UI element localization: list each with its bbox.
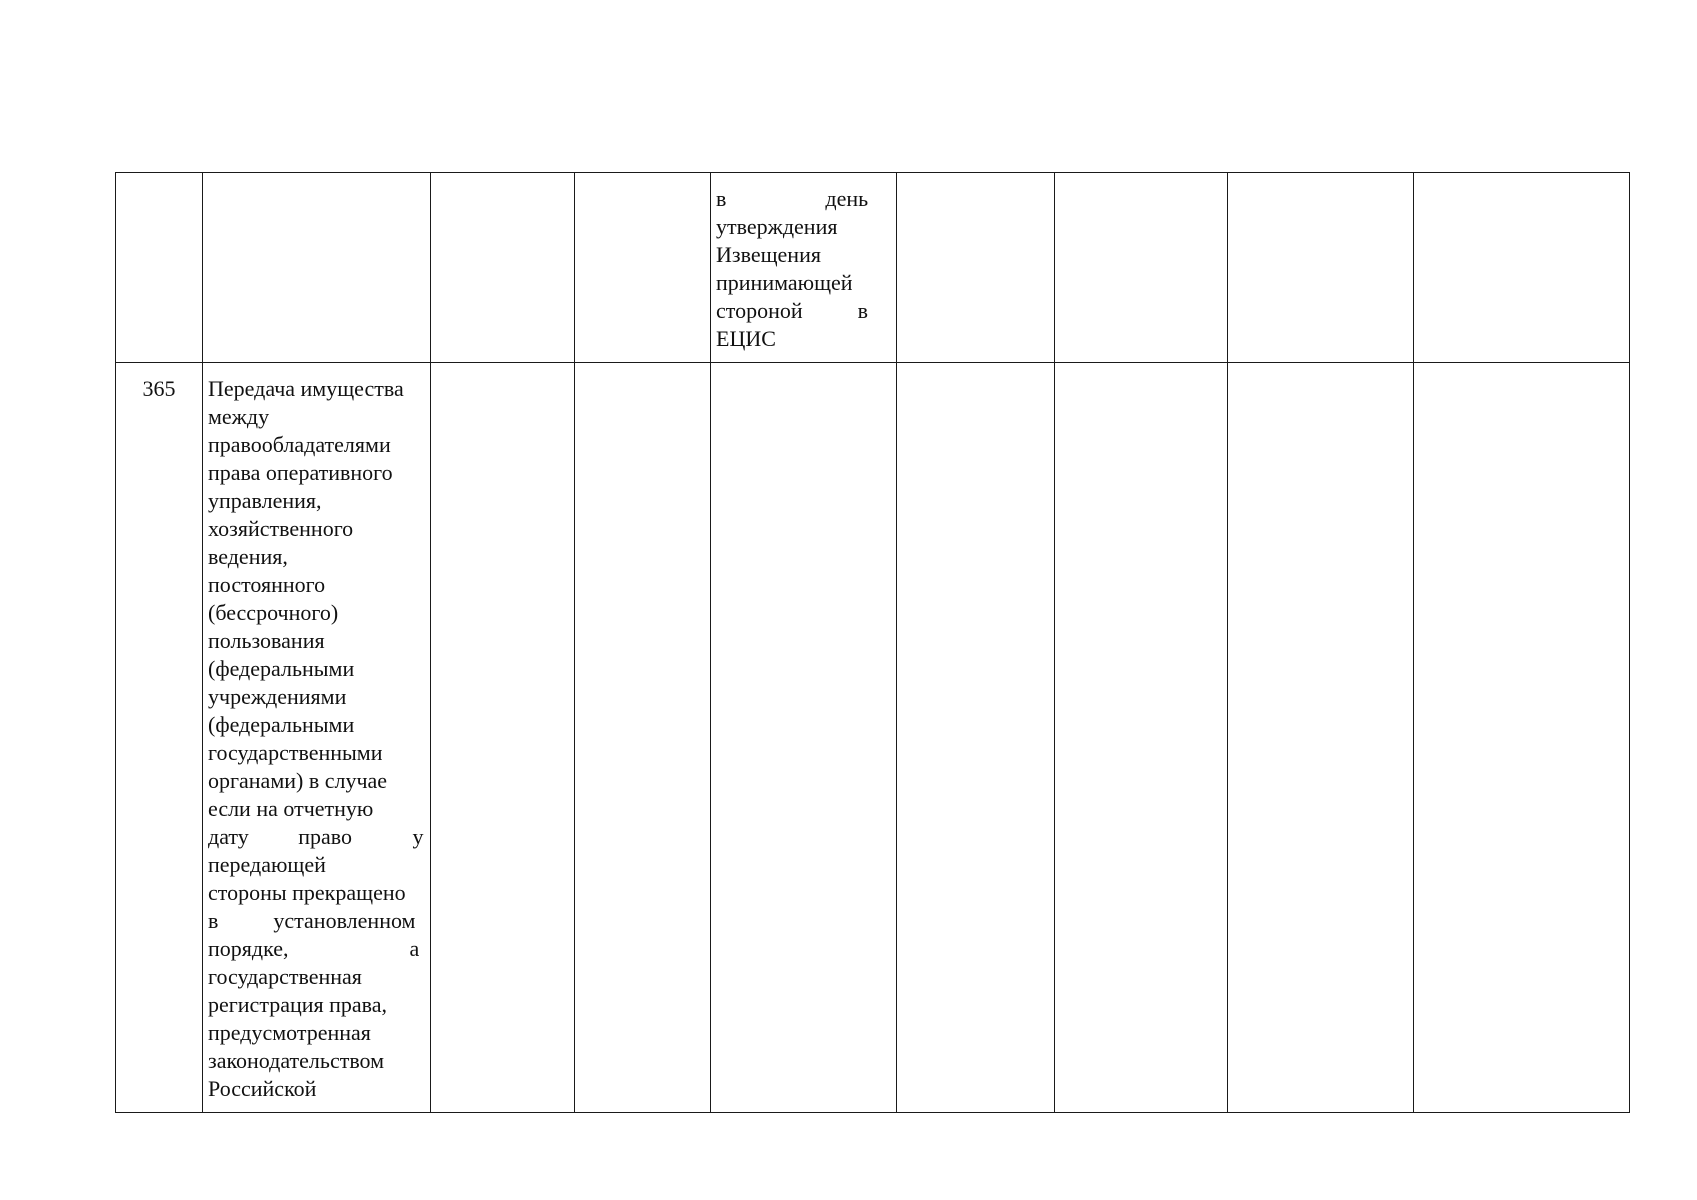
cell-col3 bbox=[431, 173, 575, 363]
cell-description bbox=[203, 173, 431, 363]
cell-col9 bbox=[1414, 363, 1630, 1113]
cell-col6 bbox=[897, 363, 1055, 1113]
cell-col7 bbox=[1055, 173, 1228, 363]
cell-col6 bbox=[897, 173, 1055, 363]
cell-col8 bbox=[1228, 173, 1414, 363]
cell-col3 bbox=[431, 363, 575, 1113]
table-row bbox=[116, 173, 1630, 363]
cell-col5 bbox=[711, 363, 897, 1113]
cell-col9 bbox=[1414, 173, 1630, 363]
cell-number bbox=[116, 173, 203, 363]
cell-col4 bbox=[575, 173, 711, 363]
row-number: 365 bbox=[116, 363, 203, 1113]
cell-col8 bbox=[1228, 363, 1414, 1113]
cell-col7 bbox=[1055, 363, 1228, 1113]
table-row bbox=[116, 363, 1630, 1113]
cell-col5-text: в день утверждения Извещения принимающей стороной в ЕЦИС bbox=[711, 173, 897, 363]
cell-col4 bbox=[575, 363, 711, 1113]
row-description: Передача имущества между правообладателями права оперативного управления, хозяйственного ведения, постоянного (бессрочного) пользования (федеральными учреждениями (федеральными государственными органами) в случае если на отчетную дату право у передающей стороны прекращено в установленном порядке, а государственная регистрация права, предусмотренная законодательством Российской bbox=[203, 363, 431, 1113]
document-table bbox=[115, 172, 1630, 1113]
